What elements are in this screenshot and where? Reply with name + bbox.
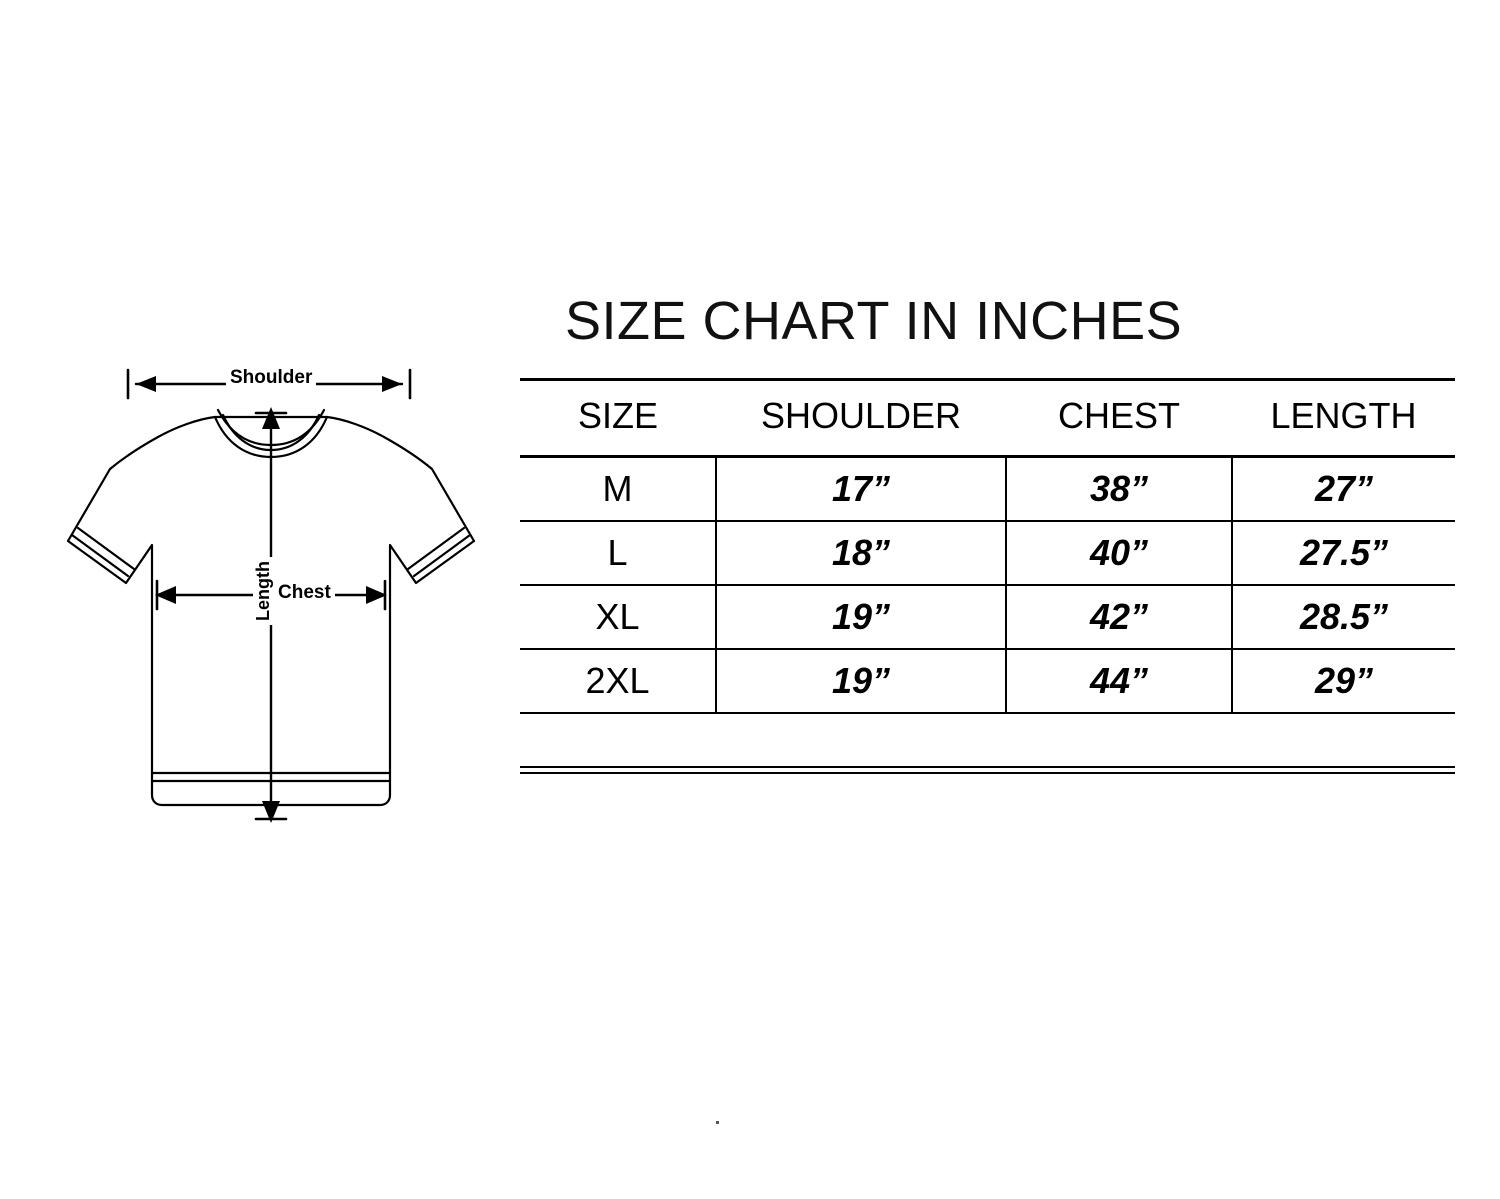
table-row xyxy=(520,521,1455,585)
cell-size: L xyxy=(520,521,716,585)
table-row xyxy=(520,649,1455,713)
diagram-label-length: Length xyxy=(253,557,274,625)
diagram-label-shoulder: Shoulder xyxy=(226,367,316,389)
table-row xyxy=(520,585,1455,649)
cell-chest: 42” xyxy=(1006,585,1232,649)
size-chart-table xyxy=(520,378,1455,714)
cell-length: 27” xyxy=(1232,457,1455,522)
column-header-shoulder: SHOULDER xyxy=(716,380,1006,457)
shirt-measurement-diagram xyxy=(40,355,500,855)
table-row xyxy=(520,457,1455,522)
table-body xyxy=(520,457,1455,714)
cell-chest: 40” xyxy=(1006,521,1232,585)
cell-size: XL xyxy=(520,585,716,649)
table-footer-divider xyxy=(520,766,1455,768)
stray-tick-mark xyxy=(716,1121,719,1124)
cell-length: 29” xyxy=(1232,649,1455,713)
cell-size: M xyxy=(520,457,716,522)
cell-shoulder: 19” xyxy=(716,585,1006,649)
cell-length: 28.5” xyxy=(1232,585,1455,649)
column-header-size: SIZE xyxy=(520,380,716,457)
table-header-row xyxy=(520,380,1455,457)
cell-chest: 44” xyxy=(1006,649,1232,713)
table-header xyxy=(520,380,1455,457)
size-chart-panel xyxy=(520,290,1460,774)
diagram-label-chest: Chest xyxy=(274,582,335,604)
cell-shoulder: 17” xyxy=(716,457,1006,522)
table-footer-divider-secondary xyxy=(520,772,1455,774)
chart-title: SIZE CHART IN INCHES xyxy=(565,291,1183,351)
cell-shoulder: 18” xyxy=(716,521,1006,585)
cell-size: 2XL xyxy=(520,649,716,713)
cell-length: 27.5” xyxy=(1232,521,1455,585)
column-header-chest: CHEST xyxy=(1006,380,1232,457)
column-header-length: LENGTH xyxy=(1232,380,1455,457)
cell-shoulder: 19” xyxy=(716,649,1006,713)
cell-chest: 38” xyxy=(1006,457,1232,522)
